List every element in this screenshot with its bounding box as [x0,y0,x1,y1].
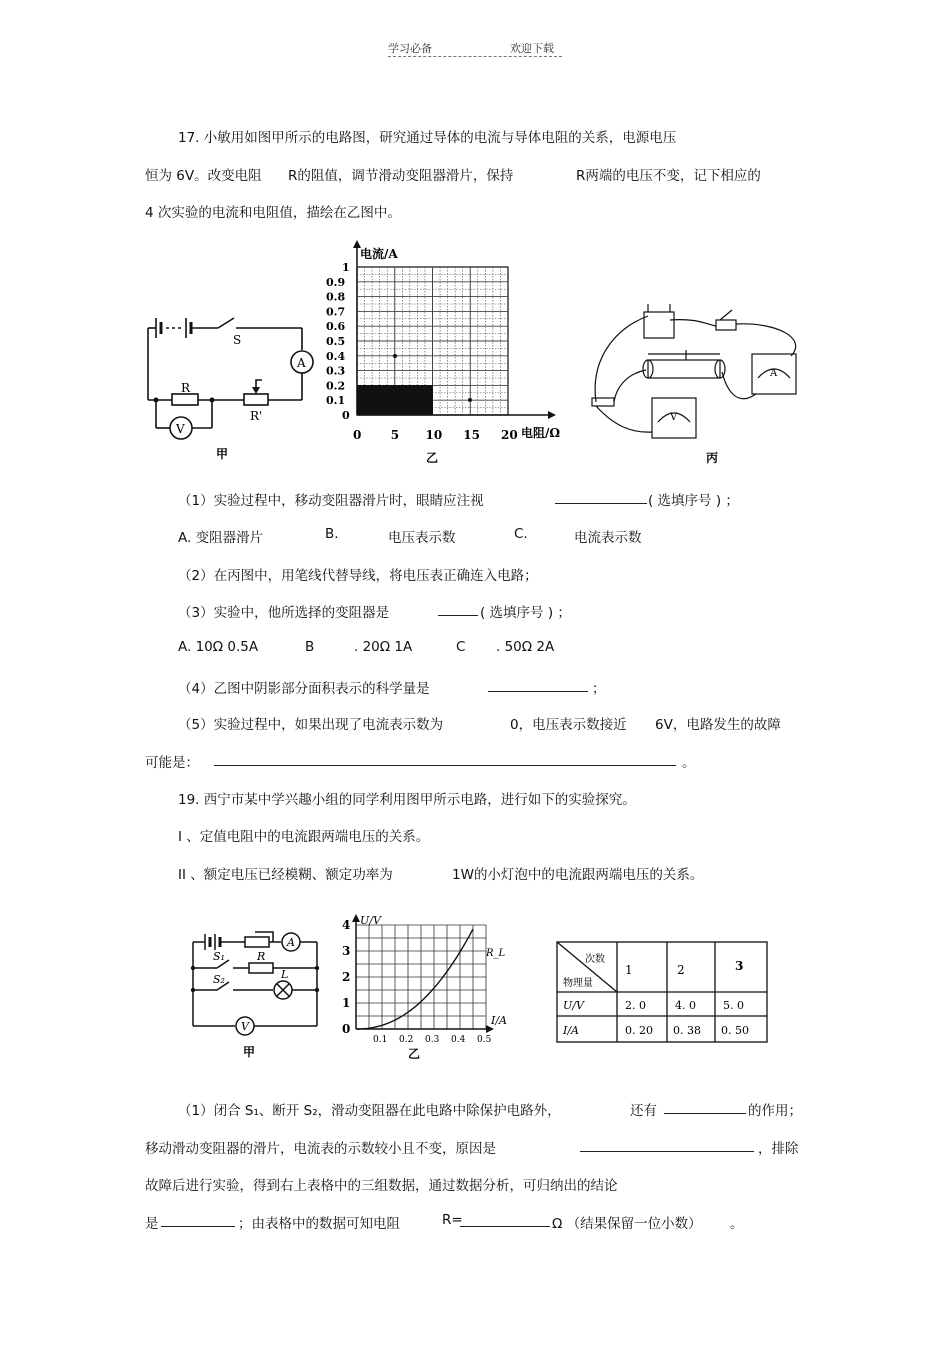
q19-yi-ytick: 4 [342,918,351,932]
q17-p5b: 0，电压表示数接近 [510,717,627,733]
q17-line2c: R两端的电压不变，记下相应的 [576,168,761,184]
q19-yi-ylabel: U/V [360,914,381,927]
q17-p3-opt-c: C [456,639,466,655]
q19-p2a: 移动滑动变阻器的滑片，电流表的示数较小且不变，原因是 [145,1141,496,1157]
q19-p1a: （1）闭合 S₁、断开 S₂，滑动变阻器在此电路中除保护电路外， [178,1103,561,1119]
q17-p1-opt-c: C. [514,526,528,542]
table-header-3: 3 [735,959,744,973]
q17-p4: （4）乙图中阴影部分面积表示的科学量是 [178,681,430,697]
switch [716,320,736,330]
q17-p3-blank[interactable] [438,601,478,620]
q19-jia-s1: S₁ [213,950,225,963]
q17-yi-ytick: 0.2 [326,379,346,393]
q19-p2b: ，排除 [758,1141,799,1157]
q17-yi-xtick: 0 [353,428,362,442]
q17-jia-ammeter-label: A [297,356,306,370]
table-row-label-u: U/V [563,999,584,1012]
table-cell: 0. 38 [673,1024,701,1037]
q17-p2: （2）在丙图中，用笔线代替导线，将电压表正确连入电路； [178,568,538,584]
q17-yi-xtick: 15 [463,428,480,442]
q17-p3-opt-b-text: . 20Ω 1A [354,639,413,655]
q19-p1-blank[interactable] [664,1099,746,1118]
table-cell: 0. 20 [625,1024,653,1037]
q17-p3: （3）实验中，他所选择的变阻器是 [178,605,390,621]
q17-jia-r-label: R [181,381,191,395]
rheostat [648,360,720,378]
q19-p4b: ；由表格中的数据可知电阻 [238,1216,400,1232]
q17-yi-point [393,354,397,358]
q19-line1: 19. 西宁市某中学兴趣小组的同学利用图甲所示电路，进行如下的实验探究。 [178,792,636,808]
q19-line3a: II 、额定电压已经模糊、额定功率为 [178,867,393,883]
q17-p1: （1）实验过程中，移动变阻器滑片时，眼睛应注视 [178,493,484,509]
q19-jia-caption: 甲 [243,1045,256,1059]
q17-p5-blank[interactable] [214,751,676,770]
q19-yi-curve-label: R_L [486,948,506,959]
table-row-label-i: I/A [563,1024,579,1037]
q17-yi-ytick: 0.9 [326,275,346,289]
q17-yi-ytick: 0.6 [326,320,346,334]
q17-yi-ytick: 0.8 [326,290,346,304]
q17-jia-rp-label: R' [250,409,263,423]
q17-yi-ytick: 0.5 [326,335,346,348]
q19-yi-xtick: 0.2 [399,1035,414,1045]
q17-jia-voltmeter-label: V [176,422,185,436]
q17-line2b: R的阻值，调节滑动变阻器滑片，保持 [288,168,514,184]
q17-jia-caption: 甲 [216,447,229,460]
q17-bing-caption: 丙 [706,451,719,465]
q17-p5-tail: 。 [682,755,696,771]
battery-box [644,312,674,338]
q17-bing-a: A [770,368,778,379]
q19-line2: I 、定值电阻中的电流跟两端电压的关系。 [178,829,430,845]
q19-yi-ytick: 1 [342,996,351,1010]
header-divider [388,56,562,57]
q17-p3-opt-c-text: . 50Ω 2A [496,639,555,655]
q19-yi-xtick: 0.3 [425,1035,440,1045]
q19-p3: 故障后进行实验，得到右上表格中的三组数据，通过数据分析，可归纳出的结论 [145,1178,618,1194]
q17-p1-opt-b: B. [325,526,339,542]
q17-yi-ytick: 0.4 [326,349,346,363]
q19-p1b: 还有 [630,1103,657,1119]
table-cell: 4. 0 [675,999,696,1012]
q17-p5c: 6V，电路发生的故障 [655,717,781,733]
q19-yi-xtick: 0.1 [373,1035,388,1045]
table-corner-bottom: 物理量 [563,978,593,989]
q17-yi-xtick: 20 [501,428,518,442]
q17-p4-tail: ； [592,681,606,697]
q17-yi-xtick: 5 [390,428,400,442]
q19-p4c: R= [442,1212,463,1228]
q17-yi-ytick: 0.7 [326,305,346,319]
q17-p5a: （5）实验过程中，如果出现了电流表示数为 [178,717,444,733]
q19-p2-blank[interactable] [580,1137,754,1156]
q17-yi-ylabel: 电流/A [360,247,398,261]
q19-p1c: 的作用； [748,1103,802,1119]
q19-yi-xtick: 0.5 [477,1035,492,1045]
q19-jia-s2: S₂ [213,973,225,986]
q17-yi-shaded-area [357,385,433,415]
q19-jia-voltmeter: V [241,1020,249,1033]
q17-yi-ytick: 0.3 [326,364,346,378]
q17-yi-ytick: 0 [342,409,350,422]
q19-yi-ytick: 2 [342,970,351,984]
header-right: 欢迎下载 [510,42,554,55]
q19-yi-xtick: 0.4 [451,1035,466,1045]
q17-bing-v: V [670,412,678,423]
q17-p3-opt-a: A. 10Ω 0.5A [178,639,259,655]
q19-yi-ytick: 0 [342,1022,351,1036]
q19-yi-curve [356,929,473,1029]
q19-circuit-jia [183,928,328,1063]
q17-p1-blank[interactable] [555,489,647,508]
q17-p1-tail: ( 选填序号 ) ； [648,493,739,509]
table-header-1: 1 [625,963,633,977]
q17-p3-opt-b: B [305,639,315,655]
q19-p4e: 。 [730,1216,744,1232]
q17-yi-ytick: 0.1 [326,394,346,408]
q19-yi-xlabel: I/A [491,1014,507,1027]
q19-p4-blank1[interactable] [161,1212,235,1231]
q17-line2a: 恒为 6V。改变电阻 [145,168,262,184]
q17-p1-opt-b-text: 电压表示数 [388,530,456,546]
q17-p4-blank[interactable] [488,677,588,696]
table-cell: 0. 50 [721,1024,749,1037]
q19-line3b: 1W的小灯泡中的电流跟两端电压的关系。 [452,867,704,883]
q17-line3: 4 次实验的电流和电阻值，描绘在乙图中。 [145,205,401,221]
q19-jia-ammeter: A [287,936,295,949]
q17-yi-caption: 乙 [426,451,439,465]
q17-yi-point [468,398,472,402]
q17-p1-opt-a: A. 变阻器滑片 [178,530,264,546]
q19-chart-yi [338,912,518,1062]
q17-jia-s-label: S [233,333,242,347]
q17-line1: 17. 小敏用如图甲所示的电路图，研究通过导体的电流与导体电阻的关系，电源电压 [178,130,677,146]
header-left: 学习必备 [388,42,432,55]
table-cell: 2. 0 [625,999,646,1012]
q19-yi-ytick: 3 [342,944,351,958]
table-corner-top: 次数 [585,954,605,965]
q19-data-table [555,940,770,1045]
q19-yi-caption: 乙 [408,1047,421,1061]
q17-p3-tail: ( 选填序号 ) ； [480,605,571,621]
table-header-2: 2 [677,963,685,977]
q17-yi-ytick: 1 [342,261,350,274]
table-cell: 5. 0 [723,999,744,1012]
q19-jia-r: R [257,950,266,963]
q17-yi-xlabel: 电阻/Ω [521,426,561,440]
q17-yi-xtick: 10 [425,428,443,442]
q17-p1-opt-c-text: 电流表示数 [574,530,642,546]
q17-p5d: 可能是： [145,755,199,771]
q17-circuit-jia [138,310,328,460]
q19-p4a: 是 [145,1216,159,1232]
q19-jia-l: L [281,968,289,981]
q17-chart-yi [322,238,577,468]
q19-p4-blank2[interactable] [460,1212,550,1231]
q17-apparatus-bing [586,298,816,468]
q19-p4d: Ω （结果保留一位小数） [552,1216,702,1232]
